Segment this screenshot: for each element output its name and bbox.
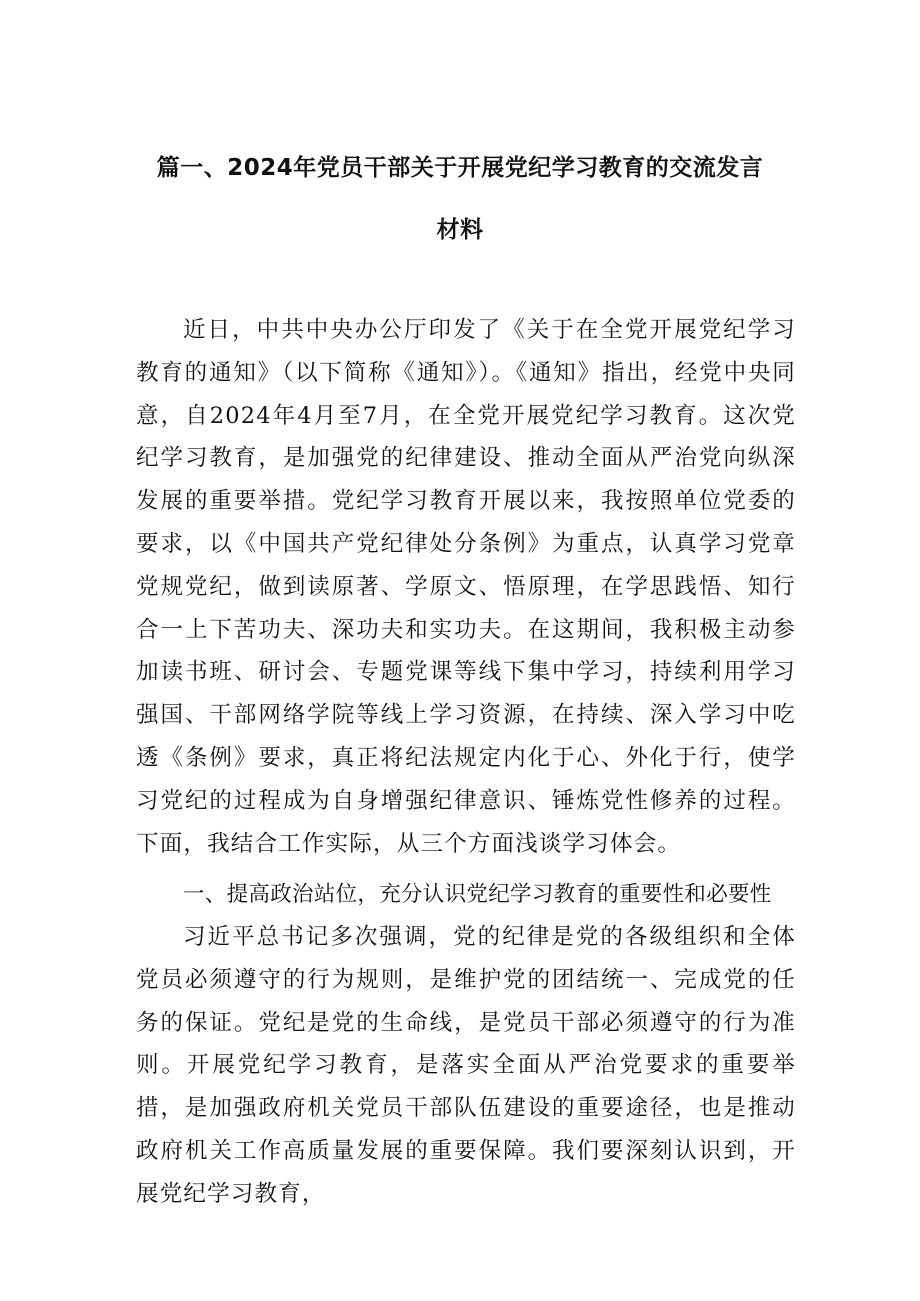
section-heading-1: 一、提高政治站位，充分认识党纪学习教育的重要性和必要性 [183,882,772,907]
document-title-line2: 材料 [436,217,484,243]
intro-paragraph: 近日，中共中央办公厅印发了《关于在全党开展党纪学习教育的通知》（以下简称《通知》）。《通知》指出，经党中央同意，自2024年4月至7月，在全党开展党纪学习教育。这次党纪学习教育，是加强党的纪律建设、推动全面从严治党向纵深发展的重要举措。党纪学习教育开展以来，我按照单位党委的要求，以《中国共产党纪律处分条例》为重点，认真学习党章党规党纪，做到读原著、学原文、悟原理，在学思践悟、知行合一上下苦功夫、深功夫和实功夫。在这期间，我积极主动参加读书班、研讨会、专题党课等线下集中学习，持续利用学习强国、干部网络学院等线上学习资源，在持续、深入学习中吃透《条例》要求，真正将纪法规定内化于心、外化于行，使学习党纪的过程成为自身增强纪律意识、锤炼党性修养的过程。下面，我结合工作实际，从三个方面浅谈学习体会。 [136,317,796,857]
section1-paragraph: 习近平总书记多次强调，党的纪律是党的各级组织和全体党员必须遵守的行为规则，是维护党的团结统一、完成党的任务的保证。党纪是党的生命线，是党员干部必须遵守的行为准则。开展党纪学习教育，是落实全面从严治党要求的重要举措，是加强政府机关党员干部队伍建设的重要途径，也是推动政府机关工作高质量发展的重要保障。我们要深刻认识到，开展党纪学习教育， [136,924,796,1207]
document-title-line1: 篇一、2024年党员干部关于开展党纪学习教育的交流发言 [156,155,764,181]
